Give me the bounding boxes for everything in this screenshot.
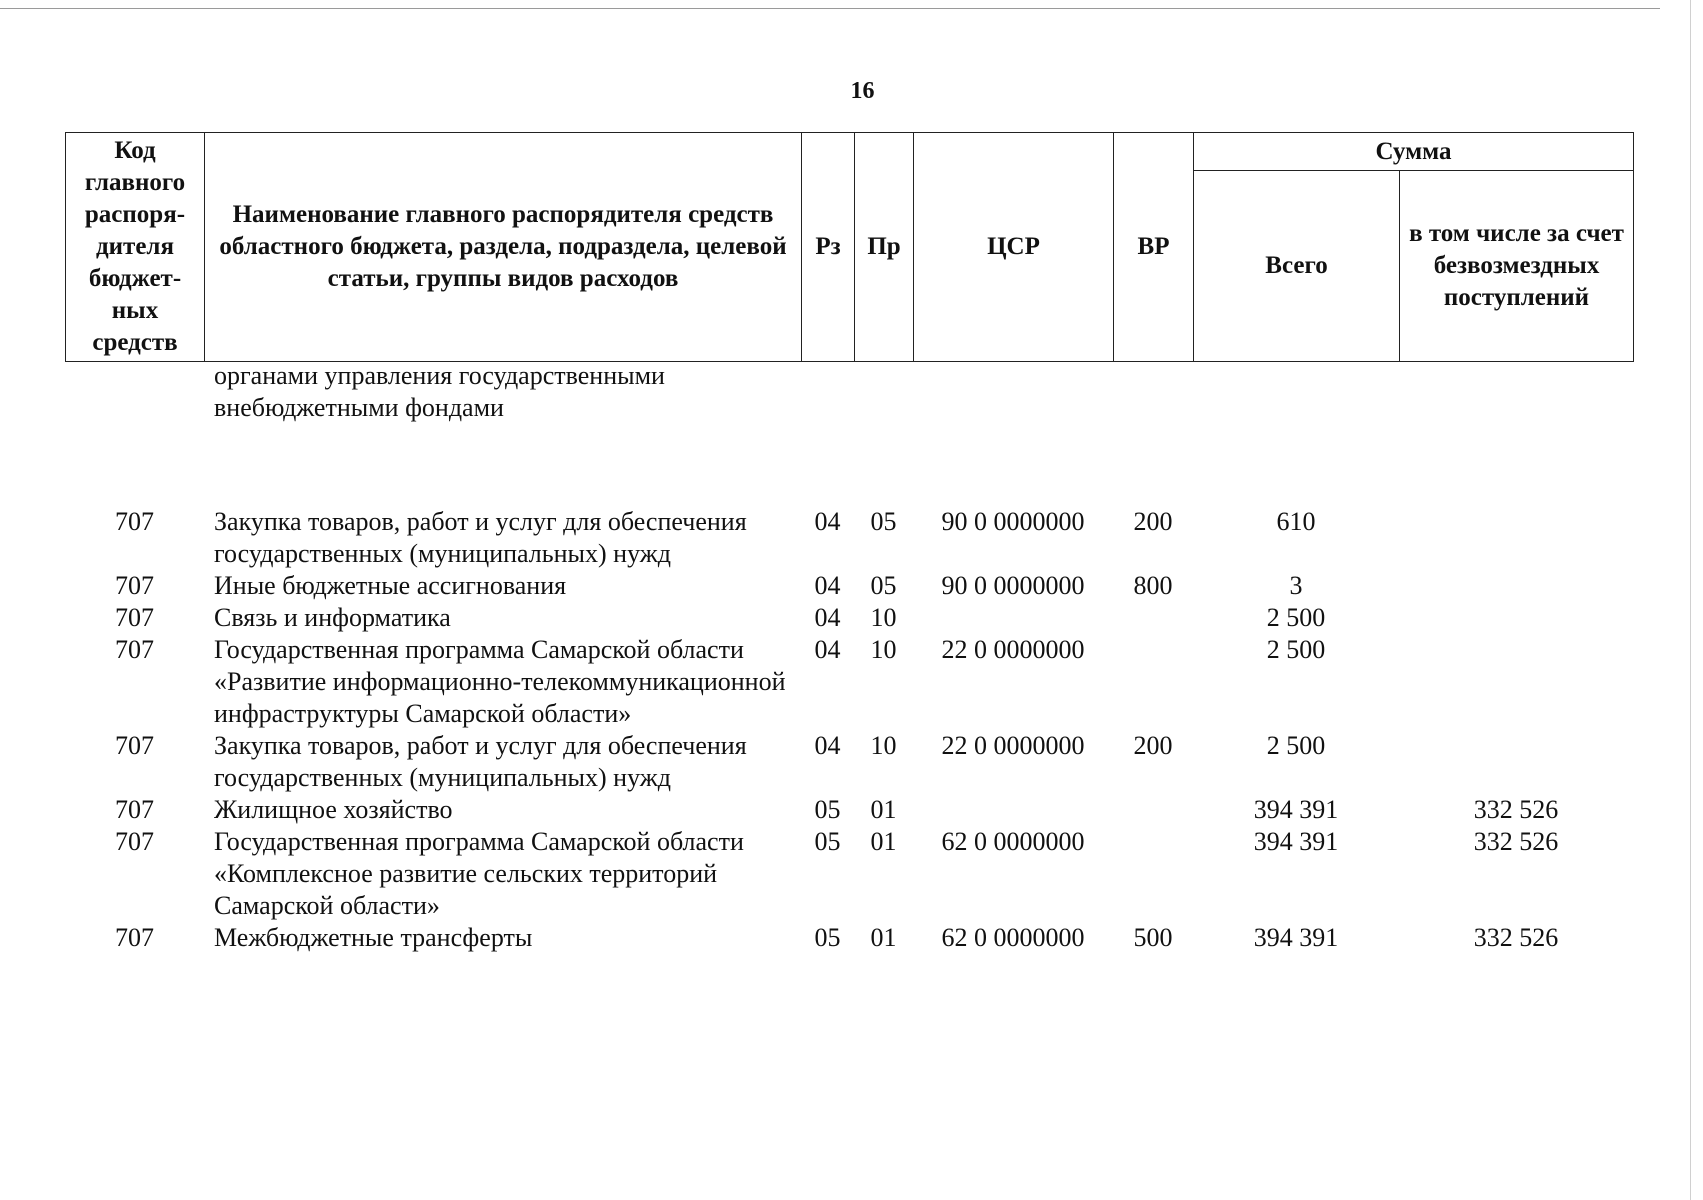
table-row: [65, 794, 1633, 826]
row-code: 707: [115, 827, 154, 856]
page-number: 16: [850, 78, 875, 104]
row-free: [1399, 634, 1633, 730]
row-code: 707: [115, 507, 154, 536]
row-total: 2 500: [1266, 635, 1326, 664]
row-csr: 22 0 0000000: [941, 731, 1085, 760]
row-vr: [1113, 826, 1193, 922]
header-sum: Сумма: [1194, 133, 1634, 171]
row-name: Закупка товаров, работ и услуг для обеспечения государственных (муниципальных) нужд: [214, 731, 747, 792]
row-name: Государственная программа Самарской области «Комплексное развитие сельских территорий Самарской области»: [214, 827, 744, 920]
row-rz: 04: [814, 731, 841, 760]
row-pr: 10: [870, 603, 897, 632]
row-csr: 62 0 0000000: [941, 923, 1085, 952]
header-pr: Пр: [855, 133, 914, 362]
row-free: 332 526: [1473, 795, 1559, 824]
header-name: Наименование главного распорядителя средств областного бюджета, раздела, подраздела, целевой статьи, группы видов расходов: [205, 133, 802, 362]
row-csr: [913, 794, 1113, 826]
row-pr: 01: [870, 795, 897, 824]
row-vr: [1113, 602, 1193, 634]
row-total: 2 500: [1266, 731, 1326, 760]
row-pr: 01: [870, 827, 897, 856]
row-vr: 200: [1133, 507, 1173, 536]
row-pr: 05: [870, 571, 897, 600]
header-table: [65, 132, 1634, 362]
row-rz: 04: [814, 603, 841, 632]
row-vr: 200: [1133, 731, 1173, 760]
row-total: 610: [1276, 507, 1316, 536]
row-pr: 01: [870, 923, 897, 952]
row-free: [1399, 506, 1633, 570]
row-rz: 04: [814, 507, 841, 536]
header-total: Всего: [1194, 171, 1400, 362]
continuation-row: [65, 360, 1633, 424]
row-csr: [913, 602, 1113, 634]
row-code: 707: [115, 571, 154, 600]
scan-top-line: [0, 8, 1660, 9]
row-name: Государственная программа Самарской области «Развитие информационно-телекоммуникационной инфраструктуры Самарской области»: [214, 635, 786, 728]
row-free: [1399, 730, 1633, 794]
row-pr: 10: [870, 731, 897, 760]
row-free: [1399, 602, 1633, 634]
row-pr: 05: [870, 507, 897, 536]
row-name: Закупка товаров, работ и услуг для обеспечения государственных (муниципальных) нужд: [214, 507, 747, 568]
row-code: 707: [115, 603, 154, 632]
table-row: [65, 634, 1633, 730]
row-name: Связь и информатика: [214, 603, 451, 632]
row-total: 2 500: [1266, 603, 1326, 632]
table-row: [65, 730, 1633, 794]
row-pr: 10: [870, 635, 897, 664]
row-csr: 22 0 0000000: [941, 635, 1085, 664]
row-code: 707: [115, 795, 154, 824]
row-csr: 90 0 0000000: [941, 507, 1085, 536]
table-row: [65, 570, 1633, 602]
row-name: Межбюджетные трансферты: [214, 923, 533, 952]
row-code: 707: [115, 635, 154, 664]
header-rz: Рз: [802, 133, 855, 362]
row-vr: [1113, 794, 1193, 826]
header-vr: ВР: [1114, 133, 1194, 362]
continuation-name: органами управления государственными внебюджетными фондами: [214, 361, 665, 422]
row-total: 394 391: [1253, 795, 1339, 824]
table-row: [65, 602, 1633, 634]
scan-right-edge: [1690, 0, 1691, 1200]
header-csr: ЦСР: [914, 133, 1114, 362]
row-vr: 800: [1133, 571, 1173, 600]
row-total: 394 391: [1253, 923, 1339, 952]
row-code: 707: [115, 731, 154, 760]
budget-rows: [65, 360, 1633, 954]
row-csr: 90 0 0000000: [941, 571, 1085, 600]
row-rz: 05: [814, 795, 841, 824]
header-free: в том числе за счет безвозмездных поступлений: [1400, 171, 1634, 362]
row-free: 332 526: [1473, 923, 1559, 952]
table-row: [65, 506, 1633, 570]
row-rz: 05: [814, 827, 841, 856]
row-csr: 62 0 0000000: [941, 827, 1085, 856]
table-row: [65, 922, 1633, 954]
row-free: [1399, 570, 1633, 602]
row-name: Жилищное хозяйство: [214, 795, 453, 824]
row-total: 3: [1289, 571, 1303, 600]
row-rz: 04: [814, 571, 841, 600]
row-free: 332 526: [1473, 827, 1559, 856]
row-rz: 04: [814, 635, 841, 664]
row-code: 707: [115, 923, 154, 952]
header-code: Код главного распоря-дителя бюджет-ных средств: [66, 133, 205, 362]
row-total: 394 391: [1253, 827, 1339, 856]
row-vr: [1113, 634, 1193, 730]
row-rz: 05: [814, 923, 841, 952]
row-vr: 500: [1133, 923, 1173, 952]
row-name: Иные бюджетные ассигнования: [214, 571, 567, 600]
table-row: [65, 826, 1633, 922]
data-rows: [65, 506, 1633, 954]
